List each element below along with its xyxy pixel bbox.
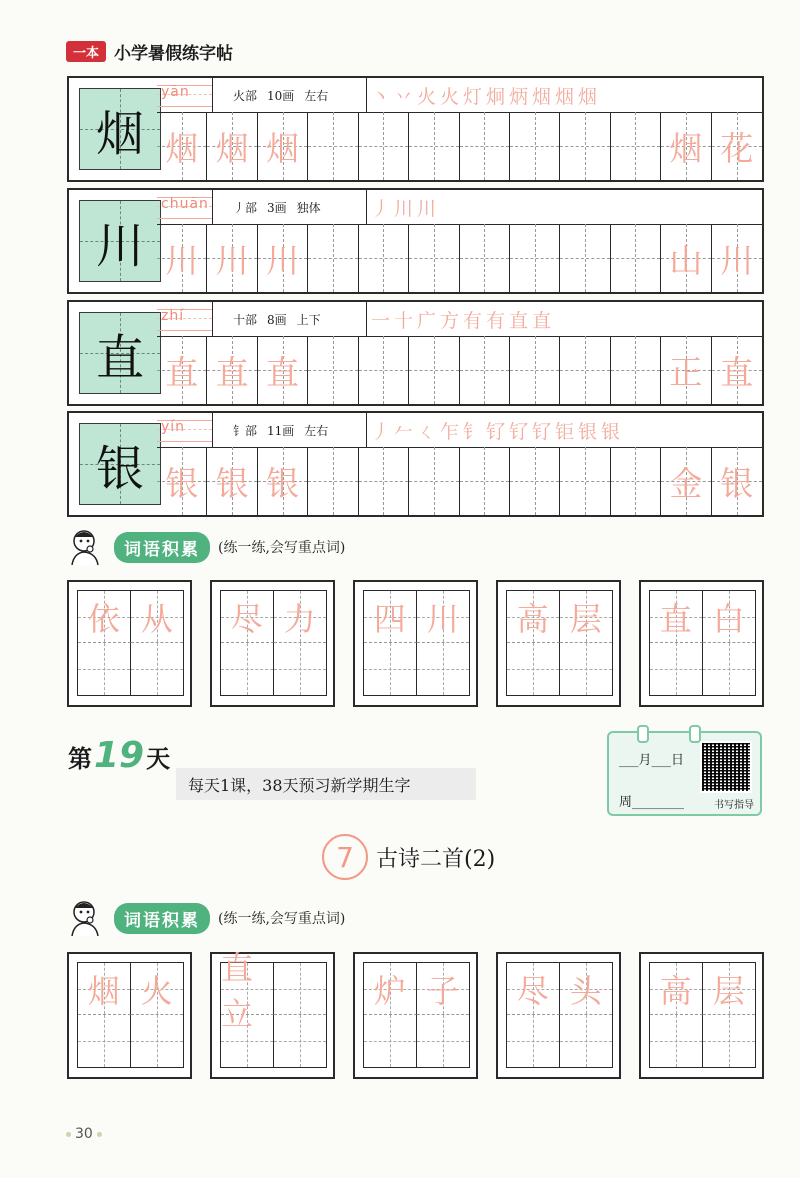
model-char-box [79,423,161,505]
date-card [607,731,762,816]
practice-cell[interactable] [157,447,207,515]
vocab-title: 词语积累 [114,532,210,563]
trace-char: 烟 [215,128,249,168]
trace-char [611,224,660,292]
trace-char [560,224,609,292]
trace-char: 直 [266,352,300,392]
stroke-count: 3画 [267,200,287,215]
trace-char [510,224,559,292]
structure: 上下 [296,312,321,327]
trace-char [560,336,609,404]
practice-cell[interactable] [560,447,610,515]
vocab-words-2 [67,948,764,1079]
trace-char: 川 [426,599,459,638]
trace-char [611,112,660,180]
trace-char: 正 [669,352,703,392]
trace-char: 直立 [221,948,254,1033]
structure: 独体 [296,200,321,215]
trace-char: 烟 [669,128,703,168]
practice-cell[interactable] [409,224,459,292]
trace-char [611,336,660,404]
trace-char: 银 [165,463,199,503]
lesson-title [322,834,495,880]
boy-thinking-icon [66,527,106,567]
pinyin: chuān [161,196,209,212]
practice-cell[interactable] [510,112,560,180]
practice-cell[interactable] [409,112,459,180]
trace-char: 直 [165,352,199,392]
practice-cell[interactable] [308,224,358,292]
date-field[interactable]: ___月___日 [619,753,685,768]
model-char: 银 [95,440,144,497]
practice-cell[interactable] [611,112,661,180]
trace-char: 银 [266,463,300,503]
page-number-text: 30 [75,1126,93,1142]
vocab-heading-1 [66,527,345,567]
model-char-box [79,312,161,394]
stroke-order: 丿𠂉ㄑ乍钅钌钌钌钜银银 [371,420,625,443]
practice-cell[interactable] [207,447,257,515]
pinyin: zhí [161,308,185,324]
practice-cell[interactable] [611,224,661,292]
practice-row [67,188,764,294]
practice-grid [157,112,762,180]
char-info [217,190,367,224]
trace-char: 烟 [266,128,300,168]
trace-char [359,336,408,404]
model-char-box [79,200,161,282]
vocab-words-1 [67,580,764,707]
trace-char: 高 [659,971,692,1010]
lesson-number: 7 [322,834,368,880]
trace-char: 力 [283,599,316,638]
trace-char: 川 [165,240,199,280]
practice-cell[interactable] [308,112,358,180]
word-box[interactable] [639,580,764,707]
trace-char [460,112,509,180]
trace-char [308,447,357,515]
trace-char [359,447,408,515]
practice-cell[interactable] [661,224,711,292]
binder-ring-icon [637,725,649,743]
pinyin: yín [161,419,186,435]
practice-grid [157,336,762,404]
stroke-count: 8画 [267,312,287,327]
practice-cell[interactable] [510,336,560,404]
trace-char [560,112,609,180]
practice-cell[interactable] [207,224,257,292]
practice-cell[interactable] [258,336,308,404]
boy-thinking-icon [66,898,106,938]
day-prefix: 第 [68,745,92,773]
practice-cell[interactable] [157,336,207,404]
practice-cell[interactable] [409,336,459,404]
day-suffix: 天 [146,745,171,773]
trace-char: 山 [669,240,703,280]
word-box[interactable] [210,948,335,1079]
practice-cell[interactable] [207,336,257,404]
trace-char [274,963,327,1014]
practice-cell[interactable] [207,112,257,180]
trace-char: 尽 [230,599,263,638]
word-box[interactable] [67,952,192,1079]
model-char: 川 [95,217,144,274]
model-char: 直 [95,329,144,386]
book-title: 小学暑假练字帖 [114,43,234,64]
practice-cell[interactable] [460,224,510,292]
model-char-box [79,88,161,170]
trace-char: 依 [87,599,120,638]
practice-cell[interactable] [510,447,560,515]
char-info [217,78,367,112]
radical: 钅部 [233,423,258,438]
word-box[interactable] [496,580,621,707]
trace-char: 烟 [165,128,199,168]
day-tagline: 每天1课，38天预习新学期生字 [176,768,476,800]
practice-cell[interactable] [560,336,610,404]
practice-row [67,411,764,517]
trace-char: 直 [659,599,692,638]
practice-cell[interactable] [460,336,510,404]
trace-char: 烟 [87,971,120,1010]
trace-char: 银 [215,463,249,503]
practice-cell[interactable] [157,112,207,180]
trace-char: 直 [720,352,754,392]
stroke-count: 11画 [267,423,295,438]
trace-char [308,112,357,180]
structure: 左右 [304,88,329,103]
trace-char [308,224,357,292]
word-box[interactable] [210,580,335,707]
weekday-field[interactable]: 周________ [619,795,685,810]
practice-row [67,76,764,182]
word-box[interactable] [353,952,478,1079]
practice-cell[interactable] [560,112,610,180]
practice-cell[interactable] [661,447,711,515]
practice-cell[interactable] [661,336,711,404]
trace-char [409,112,458,180]
practice-cell[interactable] [157,224,207,292]
practice-cell[interactable] [560,224,610,292]
trace-char [460,336,509,404]
practice-cell[interactable] [611,447,661,515]
practice-row [67,300,764,406]
trace-char: 白 [712,599,745,638]
page-header [66,38,233,64]
practice-grid [157,224,762,292]
trace-char: 火 [140,971,173,1010]
trace-char [510,447,559,515]
trace-char: 炉 [373,971,406,1010]
trace-char: 花 [720,128,754,168]
trace-char [409,447,458,515]
trace-char [359,112,408,180]
word-box[interactable] [67,580,192,707]
pinyin: yān [161,84,190,100]
trace-char: 银 [720,463,754,503]
lesson-name: 古诗二首(2) [376,846,496,872]
word-box[interactable] [639,952,764,1079]
series-badge: 一本 [66,41,106,62]
char-info [217,302,367,336]
trace-char: 尽 [516,971,549,1010]
trace-char: 川 [215,240,249,280]
trace-char: 头 [569,971,602,1010]
word-box[interactable] [496,952,621,1079]
practice-grid [157,447,762,515]
trace-char [460,224,509,292]
practice-cell[interactable] [712,447,762,515]
practice-cell[interactable] [712,224,762,292]
radical: 丿部 [233,200,258,215]
practice-cell[interactable] [510,224,560,292]
practice-cell[interactable] [460,447,510,515]
vocab-title: 词语积累 [114,903,210,934]
practice-cell[interactable] [409,447,459,515]
trace-char: 高 [516,599,549,638]
qr-code-icon[interactable] [700,741,752,793]
practice-cell[interactable] [359,447,409,515]
stroke-order: 丶丷火火灯炯炳烟烟烟 [371,85,602,108]
practice-cell[interactable] [258,447,308,515]
practice-cell[interactable] [258,224,308,292]
stroke-order: 一十广方有有直直 [371,309,556,332]
vocab-subtitle: (练一练,会写重点词) [218,911,346,927]
stroke-order: 丿川川 [371,197,441,220]
trace-char [460,447,509,515]
trace-char: 层 [569,599,602,638]
practice-cell[interactable] [359,224,409,292]
practice-cell[interactable] [460,112,510,180]
trace-char [560,447,609,515]
trace-char [611,447,660,515]
practice-cell[interactable] [308,336,358,404]
practice-cell[interactable] [308,447,358,515]
qr-label: 书写指导 [714,800,754,811]
practice-cell[interactable] [712,336,762,404]
trace-char: 川 [720,240,754,280]
trace-char [409,336,458,404]
page-dot-icon [66,1132,71,1137]
trace-char [308,336,357,404]
stroke-count: 10画 [267,88,295,103]
page-dot-icon [97,1132,102,1137]
trace-char: 从 [140,599,173,638]
radical: 火部 [233,88,258,103]
char-info [217,413,367,447]
practice-cell[interactable] [661,112,711,180]
day-number: 19 [94,735,145,776]
trace-char: 子 [426,971,459,1010]
trace-char [510,112,559,180]
word-box[interactable] [353,580,478,707]
trace-char: 直 [215,352,249,392]
trace-char: 金 [669,463,703,503]
practice-cell[interactable] [359,112,409,180]
trace-char: 四 [373,599,406,638]
structure: 左右 [304,423,329,438]
practice-cell[interactable] [258,112,308,180]
practice-cell[interactable] [611,336,661,404]
vocab-subtitle: (练一练,会写重点词) [218,540,346,556]
trace-char: 层 [712,971,745,1010]
practice-cell[interactable] [712,112,762,180]
trace-char [359,224,408,292]
trace-char [510,336,559,404]
trace-char [409,224,458,292]
day-heading [68,735,170,776]
page-number [66,1126,102,1142]
model-char: 烟 [95,105,144,162]
radical: 十部 [233,312,258,327]
trace-char: 川 [266,240,300,280]
vocab-heading-2 [66,898,345,938]
practice-cell[interactable] [359,336,409,404]
